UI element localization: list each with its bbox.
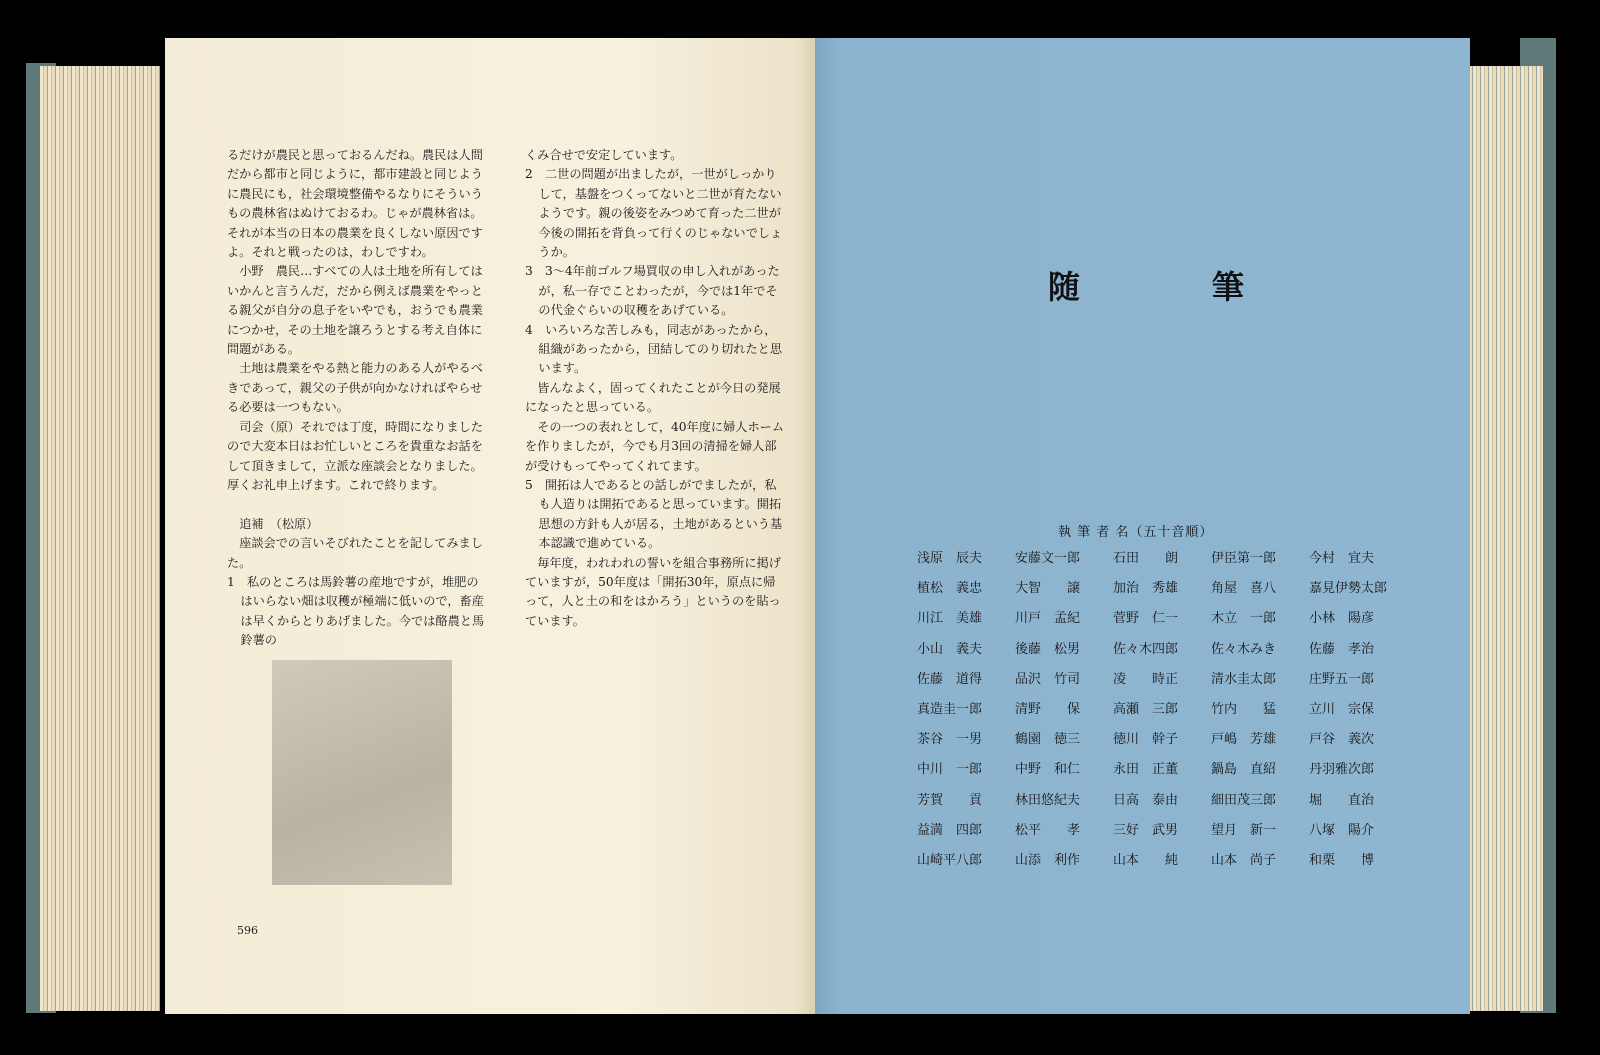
paragraph: 座談会での言いそびれたことを記してみました。 (227, 536, 483, 570)
author-name: 鍋島 直紹 (1211, 762, 1277, 778)
left-text-column-2 (525, 146, 787, 631)
author-name: 高瀬 三郎 (1113, 701, 1179, 717)
paragraph: 3 3～4年前ゴルフ場買収の申し入れがあったが，私一存でことわったが，今では1年でその代金ぐらいの収穫をあげている。 (525, 264, 780, 318)
author-name: 凌 時正 (1113, 671, 1179, 687)
paragraph: その一つの表れとして，40年度に婦人ホームを作りましたが，今でも月3回の清掃を婦人部が受けもってやってくれてます。 (525, 419, 785, 473)
author-row (917, 728, 1407, 758)
author-name: 加治 秀雄 (1113, 581, 1179, 597)
author-name: 真造圭一郎 (917, 701, 983, 717)
section-title-char-1: 随 (1048, 268, 1081, 306)
author-name: 山本 純 (1113, 852, 1179, 868)
author-name: 竹内 猛 (1211, 701, 1277, 717)
author-name: 佐々木みき (1211, 641, 1277, 657)
author-name: 後藤 松男 (1015, 641, 1081, 657)
author-name: 山本 尚子 (1211, 852, 1277, 868)
author-name: 佐藤 道得 (917, 671, 983, 687)
author-name: 浅原 辰夫 (917, 551, 983, 566)
section-title-char-2: 筆 (1212, 268, 1245, 306)
paragraph: 土地は農業をやる熱と能力のある人がやるべきであって，親父の子供が向かなければやらせる必要は一つもない。 (227, 361, 483, 415)
paragraph: 皆んなよく，固ってくれたことが今日の発展になったと思っている。 (525, 380, 781, 415)
author-name: 品沢 竹司 (1015, 671, 1081, 687)
author-name: 川戸 孟紀 (1015, 611, 1081, 627)
page-edges-left (40, 66, 160, 1011)
author-row (917, 577, 1407, 607)
author-name: 中野 和仁 (1015, 762, 1081, 778)
author-name: 菅野 仁一 (1113, 611, 1179, 627)
author-row (917, 789, 1407, 819)
authors-name-grid (917, 547, 1407, 879)
paragraph: るだけが農民と思っておるんだね。農民は人間だから都市と同じように，都市建設と同じように農民にも，社会環境整備やるなりにそういうもの農林省はぬけておるわ。じゃが農林省は。それが本当の日本の農業を良くしない原因ですよ。それと戦ったのは，わしですわ。 (227, 148, 483, 260)
author-name: 清水圭太郎 (1211, 671, 1277, 687)
author-name: 望月 新一 (1211, 822, 1277, 838)
author-name: 益満 四郎 (917, 822, 983, 838)
paragraph: くみ合せで安定しています。 (525, 148, 683, 162)
author-name: 今村 宜夫 (1309, 551, 1375, 566)
paragraph: 小野 農民…すべての人は土地を所有してはいかんと言うんだ，だから例えば農業をやっとる親父が自分の息子をいやでも，おうでも農業につかせ，その土地を譲ろうとする考え自体に問題がある。 (227, 264, 483, 357)
author-name: 嘉見伊勢太郎 (1309, 581, 1388, 597)
author-name: 永田 正董 (1113, 762, 1179, 778)
author-name: 堀 直治 (1309, 792, 1375, 808)
author-name: 丹羽雅次郎 (1309, 762, 1375, 778)
author-name: 植松 義忠 (917, 581, 983, 597)
author-name: 林田悠紀夫 (1015, 792, 1081, 808)
author-name: 中川 一郎 (917, 762, 983, 778)
author-row (917, 819, 1407, 849)
author-name: 安藤文一郎 (1015, 551, 1081, 566)
author-name: 立川 宗保 (1309, 701, 1375, 717)
paragraph (227, 495, 489, 514)
paragraph: 5 開拓は人であるとの話しがでましたが，私も人造りは開拓であると思っています。開拓思想の方針も人が居る，土地があるという基本認識で進めている。 (525, 477, 783, 551)
author-name: 山崎平八郎 (917, 852, 983, 868)
author-name: 細田茂三郎 (1211, 792, 1277, 808)
author-name: 佐藤 孝治 (1309, 641, 1375, 657)
author-row (917, 698, 1407, 728)
author-name: 徳川 幹子 (1113, 732, 1179, 748)
paragraph: 司会（原）それでは丁度，時間になりましたので大変本日はお忙しいところを貴重なお話をして頂きまして，立派な座談会となりました。厚くお礼申上げます。これで終ります。 (227, 419, 483, 492)
author-name: 日高 泰由 (1113, 792, 1179, 808)
author-name: 川江 美雄 (917, 611, 983, 627)
author-name: 鶴園 徳三 (1015, 732, 1081, 748)
author-name: 角屋 喜八 (1211, 581, 1277, 597)
faded-photo (272, 660, 452, 885)
author-name: 茶谷 一男 (917, 732, 983, 748)
author-name: 戸谷 義次 (1309, 732, 1375, 748)
author-row (917, 758, 1407, 788)
author-name: 伊臣第一郎 (1211, 551, 1277, 566)
author-row (917, 849, 1407, 879)
author-name: 佐々木四郎 (1113, 641, 1179, 657)
paragraph: 4 いろいろな苦しみも，同志があったから，組織があったから，団結してのり切れたと思います。 (525, 322, 783, 376)
author-row (917, 638, 1407, 668)
author-row (917, 668, 1407, 698)
page-number: 596 (237, 924, 258, 937)
paragraph: 1 私のところは馬鈴薯の産地ですが，堆肥のはいらない畑は収穫が極端に低いので，畜産は早くからとりあげました。今では酪農と馬鈴薯の (227, 574, 485, 648)
author-name: 芳賀 貢 (917, 792, 983, 808)
author-name: 松平 孝 (1015, 822, 1081, 838)
author-name: 庄野五一郎 (1309, 671, 1375, 687)
authors-list-heading: 執 筆 者 名（五十音順） (1058, 525, 1214, 540)
author-row (917, 547, 1407, 577)
author-name: 小林 陽彦 (1309, 611, 1375, 627)
author-name: 大智 譲 (1015, 581, 1081, 597)
author-name: 和栗 博 (1309, 852, 1375, 868)
author-name: 戸嶋 芳雄 (1211, 732, 1277, 748)
left-text-column-1 (227, 146, 489, 651)
author-name: 山添 利作 (1015, 852, 1081, 868)
author-name: 三好 武男 (1113, 822, 1179, 838)
author-row (917, 607, 1407, 637)
paragraph: 2 二世の問題が出ましたが，一世がしっかりして，基盤をつくってないと二世が育たないようです。親の後姿をみつめて育った二世が今後の開拓を背負って行くのじゃないでしょうか。 (525, 167, 783, 260)
author-name: 木立 一郎 (1211, 611, 1277, 627)
paragraph: 追補 （松原） (239, 516, 319, 531)
author-name: 小山 義夫 (917, 641, 983, 657)
author-name: 清野 保 (1015, 701, 1081, 717)
page-edges-right (1465, 66, 1543, 1011)
paragraph: 毎年度，われわれの誓いを組合事務所に掲げていますが，50年度は「開拓30年，原点に帰って，人と土の和をはかろう」というのを貼っています。 (525, 555, 781, 628)
author-name: 八塚 陽介 (1309, 822, 1375, 838)
author-name: 石田 朗 (1113, 551, 1179, 566)
